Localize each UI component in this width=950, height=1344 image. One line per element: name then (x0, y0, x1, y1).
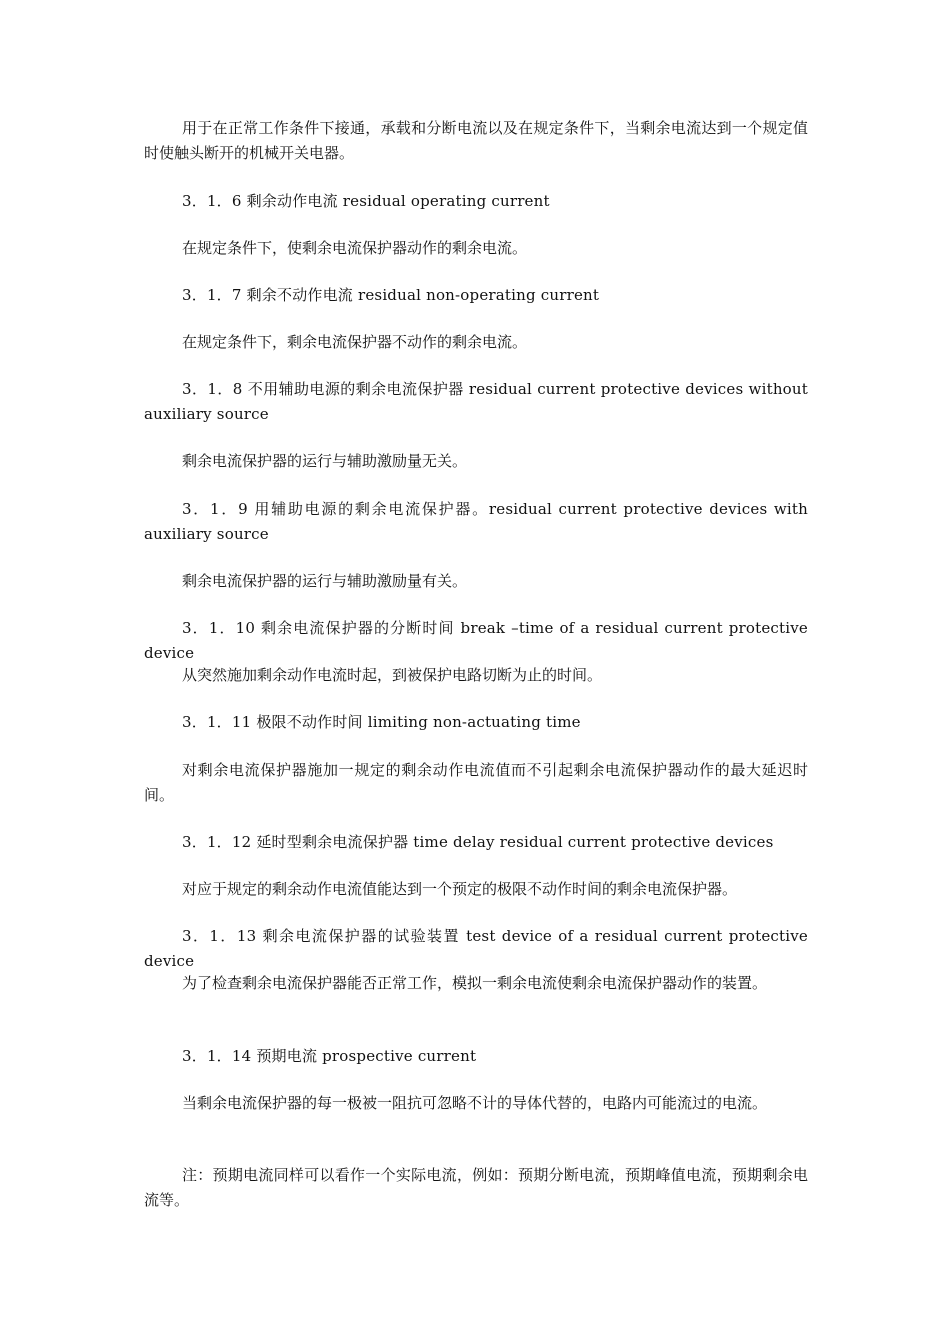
section-heading-3-1-11: 3．1．11 极限不动作时间 limiting non-actuating time (182, 713, 581, 731)
body-paragraph: 为了检查剩余电流保护器能否正常工作，模拟一剩余电流使剩余电流保护器动作的装置。 (182, 974, 768, 992)
note-paragraph: 注：预期电流同样可以看作一个实际电流，例如：预期分断电流，预期峰值电流，预期剩余电流等。 (144, 1166, 808, 1209)
section-heading-3-1-14: 3．1．14 预期电流 prospective current (182, 1047, 477, 1065)
body-paragraph: 在规定条件下，剩余电流保护器不动作的剩余电流。 (182, 333, 528, 351)
section-heading-3-1-9: 3．1．9 用辅助电源的剩余电流保护器。residual current protective devices with auxiliary source (144, 500, 808, 543)
body-paragraph: 对应于规定的剩余动作电流值能达到一个预定的极限不动作时间的剩余电流保护器。 (182, 880, 738, 898)
body-paragraph: 从突然施加剩余动作电流时起，到被保护电路切断为止的时间。 (182, 666, 603, 684)
body-paragraph: 用于在正常工作条件下接通，承载和分断电流以及在规定条件下，当剩余电流达到一个规定值时使触头断开的机械开关电器。 (144, 119, 808, 162)
section-heading-3-1-10: 3．1．10 剩余电流保护器的分断时间 break –time of a residual current protective device (144, 619, 808, 662)
section-heading-3-1-6: 3．1．6 剩余动作电流 residual operating current (182, 192, 550, 210)
body-paragraph: 对剩余电流保护器施加一规定的剩余动作电流值而不引起剩余电流保护器动作的最大延迟时间。 (144, 761, 808, 804)
body-paragraph: 当剩余电流保护器的每一极被一阻抗可忽略不计的导体代替的，电路内可能流过的电流。 (182, 1094, 768, 1112)
section-heading-3-1-13: 3．1．13 剩余电流保护器的试验装置 test device of a residual current protective device (144, 927, 808, 970)
section-heading-3-1-7: 3．1．7 剩余不动作电流 residual non-operating current (182, 286, 600, 304)
body-paragraph: 剩余电流保护器的运行与辅助激励量无关。 (182, 452, 468, 470)
section-heading-3-1-8: 3．1．8 不用辅助电源的剩余电流保护器 residual current protective devices without auxiliary source (144, 380, 808, 423)
section-heading-3-1-12: 3．1．12 延时型剩余电流保护器 time delay residual current protective devices (182, 833, 774, 851)
body-paragraph: 在规定条件下，使剩余电流保护器动作的剩余电流。 (182, 239, 528, 257)
body-paragraph: 剩余电流保护器的运行与辅助激励量有关。 (182, 572, 468, 590)
